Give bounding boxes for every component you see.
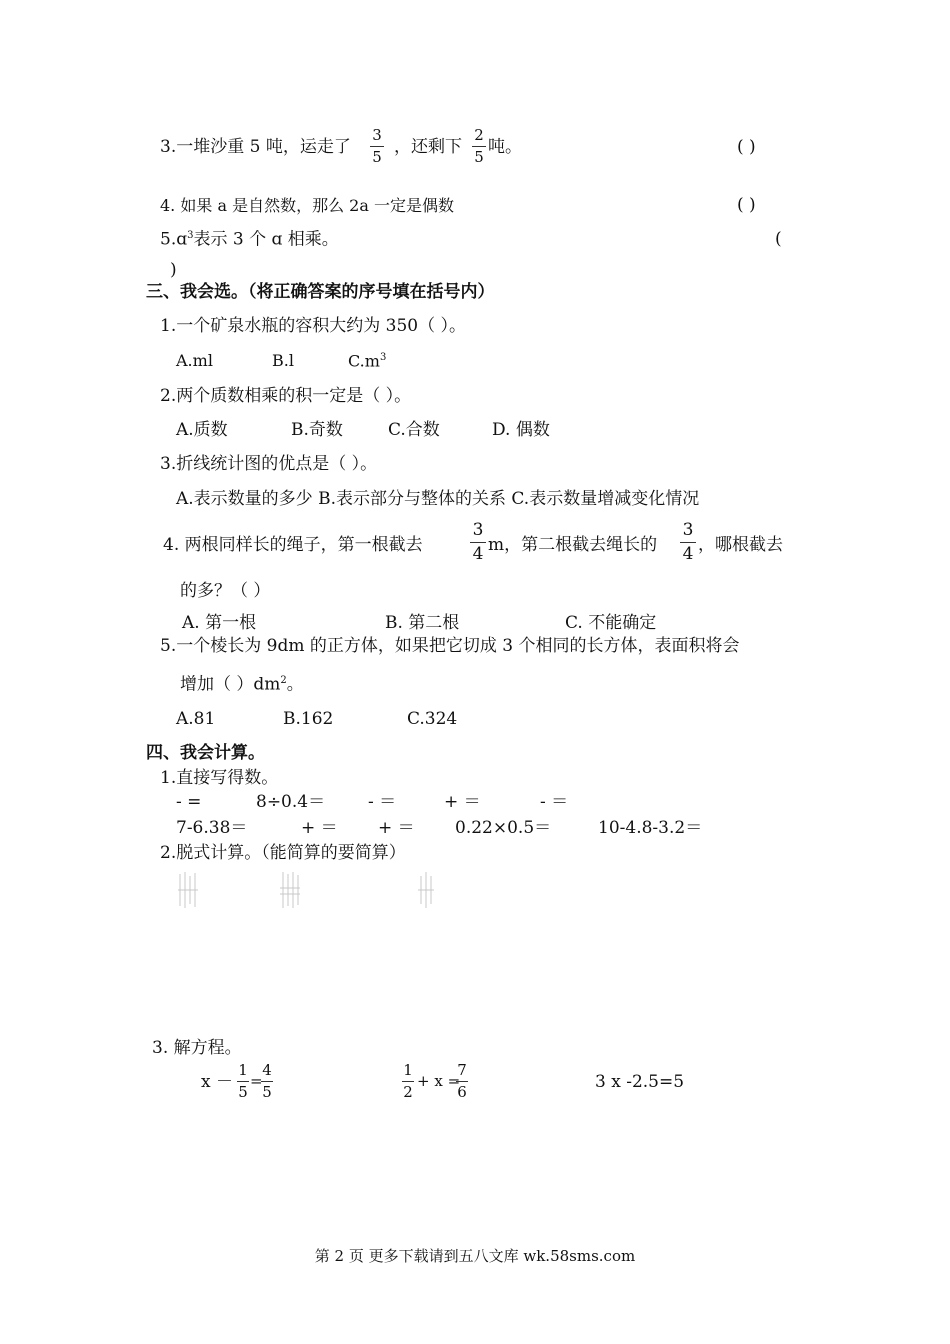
faint-expression-2 bbox=[280, 870, 300, 914]
choice-q5-option-a: A.81 bbox=[176, 709, 216, 729]
choice-q1-option-b: B.l bbox=[272, 351, 294, 370]
choice-q4-option-c: C. 不能确定 bbox=[565, 613, 657, 633]
judge-q5: 5.ɑ$^3$表示 3 个 ɑ 相乘。 bbox=[160, 229, 339, 250]
judge-q3-suffix: 吨。 bbox=[488, 137, 522, 157]
calc-r2-item-3: + ＝ bbox=[378, 818, 415, 838]
choice-q4-option-b: B. 第二根 bbox=[385, 613, 460, 633]
choice-q5-line2: 增加（ ）$dm^2$。 bbox=[180, 674, 304, 695]
choice-q5-option-c: C.324 bbox=[407, 709, 458, 729]
choice-q2-option-a: A.质数 bbox=[176, 420, 228, 440]
calc-r1-item-3: - ＝ bbox=[368, 792, 397, 812]
equation-1-equals: = bbox=[250, 1072, 263, 1090]
calc-r2-item-5: 10-4.8-3.2＝ bbox=[598, 818, 703, 838]
choice-q4-suffix: ，哪根截去 bbox=[698, 535, 783, 555]
judge-q3-prefix: 3.一堆沙重 5 吨，运走了 bbox=[160, 137, 351, 157]
faint-expression-3 bbox=[418, 870, 434, 914]
calc-r2-item-2: + ＝ bbox=[301, 818, 338, 838]
page-footer: 第 2 页 更多下载请到五八文库 wk.58sms.com bbox=[314, 1247, 636, 1265]
choice-q5-line1: 5.一个棱长为 9dm 的正方体，如果把它切成 3 个相同的长方体，表面积将会 bbox=[160, 636, 740, 656]
equation-1-prefix: x － bbox=[201, 1072, 233, 1092]
judge-q3-middle: ，还剩下 bbox=[394, 137, 462, 157]
choice-q2: 2.两个质数相乘的积一定是（ ）。 bbox=[160, 386, 412, 406]
judge-q5-paren-close: ) bbox=[170, 260, 177, 280]
choice-q5-option-b: B.162 bbox=[283, 709, 334, 729]
judge-q3-answer-paren: ( ) bbox=[737, 137, 756, 157]
fraction-2-5: 2 5 bbox=[472, 128, 486, 165]
equation-3: 3 x -2.5=5 bbox=[595, 1072, 685, 1092]
fraction-3-4-a: 3 4 bbox=[470, 522, 486, 563]
choice-q4-line2: 的多？（ ） bbox=[180, 581, 271, 601]
choice-q3: 3.折线统计图的优点是（ ）。 bbox=[160, 454, 378, 474]
choice-q2-option-b: B.奇数 bbox=[291, 420, 343, 440]
section4-title: 四、我会计算。 bbox=[146, 743, 265, 763]
choice-q4-option-a: A. 第一根 bbox=[182, 613, 257, 633]
choice-q2-option-d: D. 偶数 bbox=[492, 420, 550, 440]
judge-q5-paren-open: ( bbox=[775, 229, 782, 249]
calc-r2-item-4: 0.22×0.5＝ bbox=[455, 818, 552, 838]
section3-title: 三、我会选。（将正确答案的序号填在括号内） bbox=[146, 282, 495, 302]
calc-r1-item-1: - = bbox=[176, 792, 202, 812]
judge-q4-answer-paren: ( ) bbox=[737, 195, 756, 215]
equation-2-middle: + x = bbox=[417, 1072, 461, 1090]
faint-expression-1 bbox=[178, 870, 198, 914]
equation-1-fraction-1: 1 5 bbox=[238, 1061, 248, 1101]
calc-r1-item-4: + ＝ bbox=[444, 792, 481, 812]
choice-q2-option-c: C.合数 bbox=[388, 420, 440, 440]
judge-q4: 4. 如果 a 是自然数，那么 2a 一定是偶数 bbox=[160, 196, 454, 215]
calc-r1-item-2: 8÷0.4＝ bbox=[256, 792, 326, 812]
choice-q1: 1.一个矿泉水瓶的容积大约为 350（ ）。 bbox=[160, 316, 466, 336]
equation-2-fraction-1: 1 2 bbox=[403, 1061, 413, 1101]
fraction-3-5: 3 5 bbox=[370, 128, 384, 165]
calc-r2-item-1: 7-6.38＝ bbox=[176, 818, 248, 838]
equation-1-fraction-2: 4 5 bbox=[262, 1061, 272, 1101]
choice-q4-middle: m，第二根截去绳长的 bbox=[488, 535, 658, 555]
equation-2-fraction-2: 7 6 bbox=[457, 1061, 467, 1101]
choice-q1-option-a: A.ml bbox=[176, 351, 213, 370]
calc-q3-title: 3. 解方程。 bbox=[152, 1038, 242, 1058]
calc-r1-item-5: - ＝ bbox=[540, 792, 569, 812]
calc-q2-title: 2.脱式计算。（能简算的要简算） bbox=[160, 843, 406, 863]
fraction-3-4-b: 3 4 bbox=[680, 522, 696, 563]
calc-q1-title: 1.直接写得数。 bbox=[160, 768, 279, 788]
choice-q4-prefix: 4. 两根同样长的绳子，第一根截去 bbox=[163, 535, 423, 555]
choice-q1-option-c: $C.m^3$ bbox=[348, 351, 387, 371]
choice-q3-options: A.表示数量的多少 B.表示部分与整体的关系 C.表示数量增减变化情况 bbox=[176, 489, 700, 509]
